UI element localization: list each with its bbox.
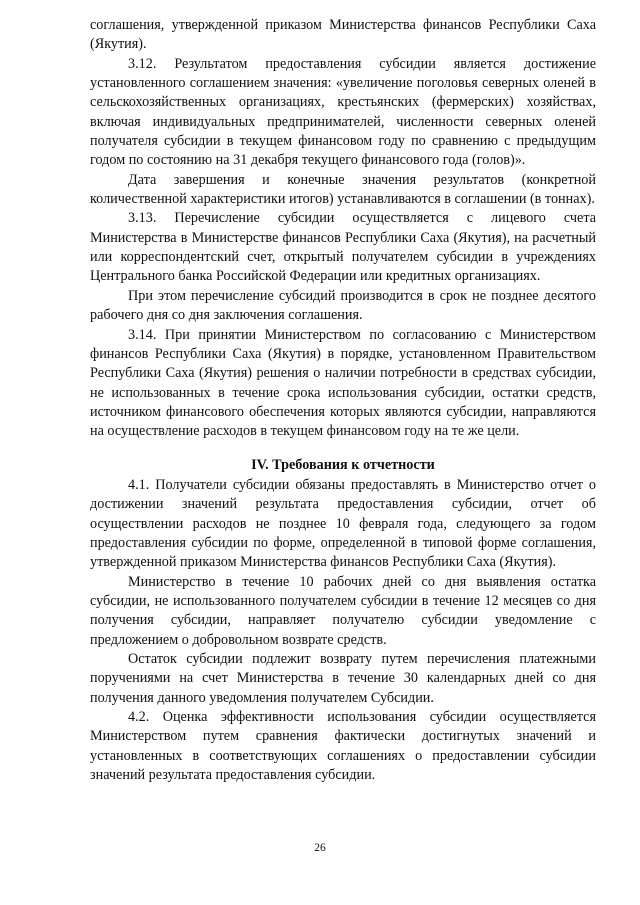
paragraph-3-14: 3.14. При принятии Министерством по согласованию с Министерством финансов Республики Саха (Якутия) в порядке, установленном Правительством Республики Саха (Якутия) решения о наличии потребности в средствах субсидии, не использованных в течение срока использования субсидии, остатки средств, источником финансового обеспечения которых являются субсидии, направляются на осуществление расходов в текущем финансовом году на те же цели. [90, 326, 596, 440]
paragraph-ministry-notice: Министерство в течение 10 рабочих дней со дня выявления остатка субсидии, не использованного получателем субсидии в течение 12 месяцев со дня получения субсидии, направляет получателю субсидии уведомление с предложением о добровольном возврате средств. [90, 573, 596, 648]
paragraph-remainder-return: Остаток субсидии подлежит возврату путем перечисления платежными поручениями на счет Министерства в течение 30 календарных дней со дня получения данного уведомления получателем Субсидии. [90, 651, 596, 706]
paragraph-4-2: 4.2. Оценка эффективности использования субсидии осуществляется Министерством путем сравнения фактически достигнутых значений и установленных в соответствующих соглашениях о предоставлении субсидии значений результата предоставления субсидии. [90, 709, 596, 784]
paragraph-continuation: соглашения, утвержденной приказом Министерства финансов Республики Саха (Якутия). [90, 17, 596, 53]
paragraph-results-date: Дата завершения и конечные значения результатов (конкретной количественной характеристики итогов) устанавливаются в соглашении (в тоннах). [90, 171, 596, 208]
paragraph-4-1: 4.1. Получатели субсидии обязаны предоставлять в Министерство отчет о достижении значений результата предоставления субсидии, отчет об осуществлении расходов не позднее 10 февраля года, следующего за годом предоставления субсидии по форме, определенной в типовой форме соглашения, утвержденной приказом Министерства финансов Республики Саха (Якутия). [90, 476, 596, 571]
paragraph-transfer-deadline: При этом перечисление субсидий производится в срок не позднее десятого рабочего дня со дня заключения соглашения. [90, 287, 596, 324]
paragraph-3-13: 3.13. Перечисление субсидии осуществляется с лицевого счета Министерства в Министерстве финансов Республики Саха (Якутия), на расчетный или корреспондентский счет, открытый получателем субсидии в учреждениях Центрального банка Российской Федерации или кредитных организациях. [90, 210, 596, 285]
section-heading: IV. Требования к отчетности [251, 456, 435, 473]
document-page [90, 16, 596, 785]
page-number: 26 [314, 842, 326, 854]
paragraph-3-12: 3.12. Результатом предоставления субсидии является достижение установленного соглашением значения: «увеличение поголовья северных оленей в сельскохозяйственных организациях, крестьянских (фермерских) хозяйствах, включая индивидуальных предпринимателей, численности северных оленей получателя субсидии в текущем финансовом году по сравнению с предыдущим годом по состоянию на 31 декабря текущего финансового года (голов)». [90, 55, 596, 169]
